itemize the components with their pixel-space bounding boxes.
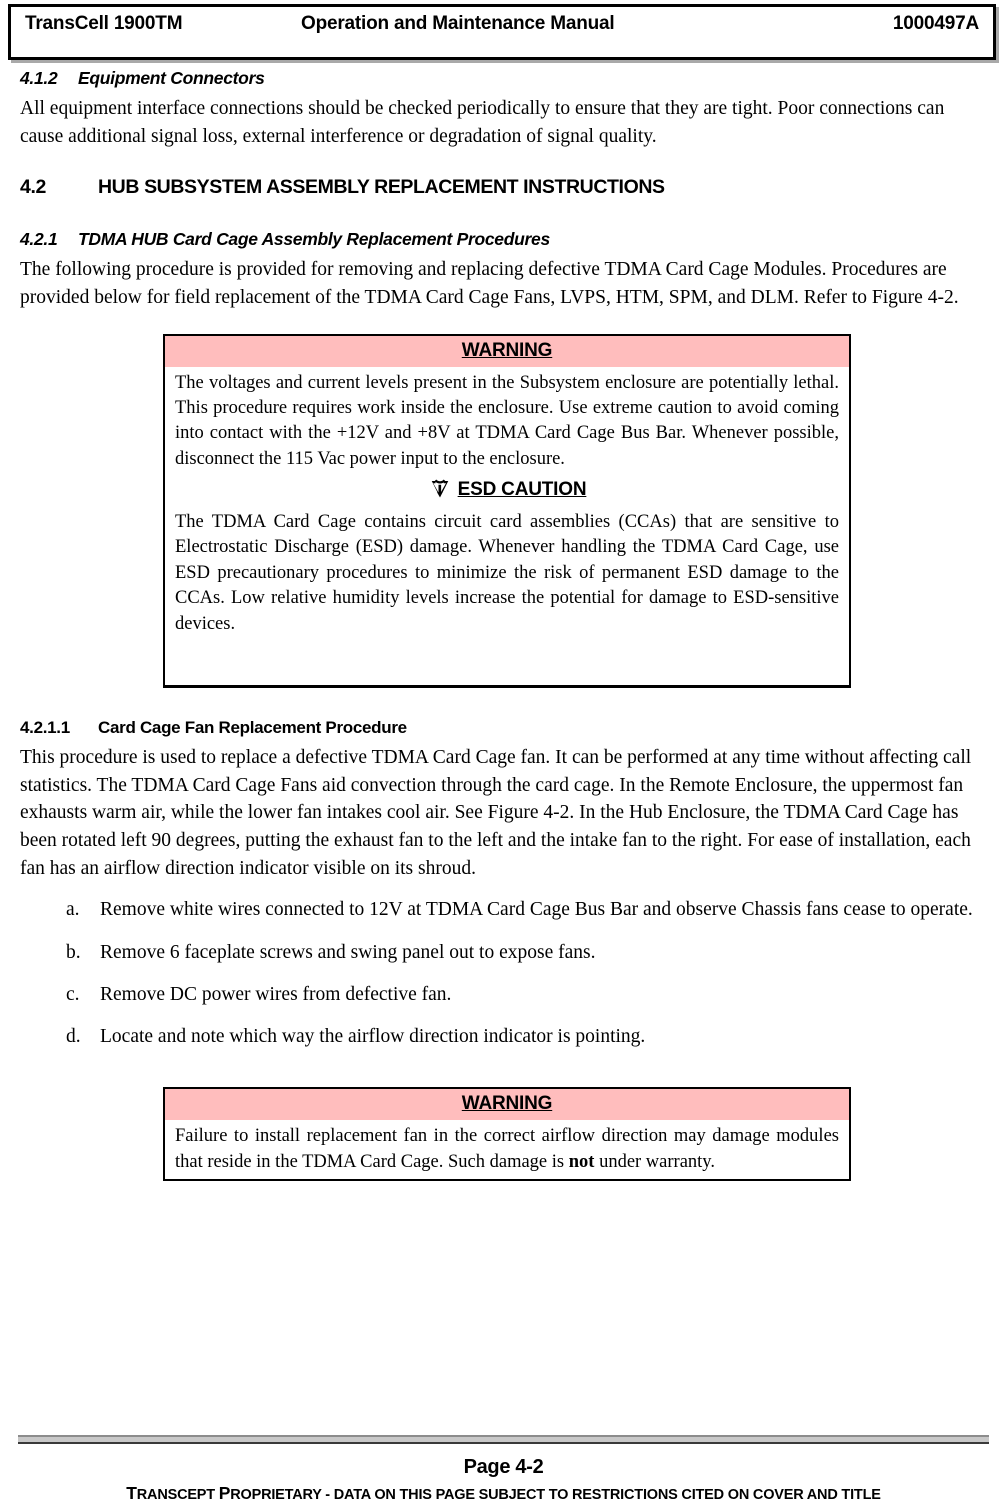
paragraph-4-1-2: All equipment interface connections should be checked periodically to ensure that they are tight. Poor connections can cause additional signal loss, external interference or degradation of signal quality. bbox=[20, 98, 945, 147]
list-item-text: Locate and note which way the airflow direction indicator is pointing. bbox=[100, 1026, 646, 1048]
header-document-number: 1000497A bbox=[892, 13, 979, 34]
heading-4-2-1-title: TDMA HUB Card Cage Assembly Replacement Procedures bbox=[78, 229, 550, 250]
heading-4-1-2-title: Equipment Connectors bbox=[78, 68, 265, 88]
warning-box-fan-airflow bbox=[163, 1087, 851, 1181]
heading-4-2-number: 4.2 bbox=[20, 176, 46, 199]
heading-4-2-title: HUB SUBSYSTEM ASSEMBLY REPLACEMENT INSTRUCTIONS bbox=[98, 176, 665, 199]
spacer bbox=[20, 882, 987, 896]
heading-4-2-1-1-number: 4.2.1.1 bbox=[20, 717, 70, 737]
notice-rest: ROPRIETARY - DATA ON THIS PAGE SUBJECT TO RESTRICTIONS CITED ON COVER AND TITLE bbox=[230, 1487, 881, 1503]
spacer bbox=[20, 688, 987, 718]
warning-label: WARNING bbox=[461, 1093, 553, 1115]
list-item-marker: b. bbox=[66, 941, 81, 963]
esd-caution-label: ESD CAUTION bbox=[457, 479, 587, 501]
esd-symbol-icon bbox=[428, 478, 452, 502]
list-item-text: Remove 6 faceplate screws and swing panel out to expose fans. bbox=[100, 941, 596, 963]
list-item-marker: a. bbox=[66, 899, 80, 921]
list-item-text: Remove DC power wires from defective fan. bbox=[100, 983, 452, 1005]
page-header bbox=[8, 4, 996, 60]
page-number: Page 4-2 bbox=[463, 1456, 544, 1478]
footer-divider bbox=[18, 1435, 989, 1444]
list-item-marker: c. bbox=[66, 983, 80, 1005]
procedure-step-list bbox=[58, 896, 987, 1050]
warning-box-voltage bbox=[163, 334, 851, 688]
header-manual-title: Operation and Maintenance Manual bbox=[301, 13, 615, 34]
heading-4-2 bbox=[20, 176, 987, 199]
heading-4-2-1-number: 4.2.1 bbox=[20, 229, 58, 250]
warning-box-2-title bbox=[165, 1089, 849, 1120]
warning-box-body: The voltages and current levels present in the Subsystem enclosure are potentially lethal. This procedure requires work inside the enclosure. Use extreme caution to avoid coming into contact with the +12V and +8V at TDMA Card Cage Bus Bar. Whenever possible, disconnect the 115 Vac power input to the enclosure. bbox=[175, 372, 839, 469]
spacer bbox=[20, 199, 987, 229]
paragraph-4-2-1: The following procedure is provided for removing and replacing defective TDMA Card Cage Modules. Procedures are provided below for field replacement of the TDMA Card Cage Fans, LVPS, HTM, SPM, and DLM. Refer to Figure 4-2. bbox=[20, 259, 959, 309]
list-item bbox=[58, 939, 987, 966]
notice-transcept: RANSCEPT bbox=[136, 1487, 219, 1503]
heading-4-2-1-1 bbox=[20, 718, 987, 738]
heading-4-1-2-number: 4.1.2 bbox=[20, 68, 58, 88]
warning-box-filler bbox=[165, 641, 849, 685]
page-footer bbox=[18, 1435, 989, 1504]
warning-label: WARNING bbox=[461, 339, 553, 361]
warning-body-text-1: Failure to install replacement fan in the correct airflow direction may damage modules that reside in the TDMA Card Cage. Such damage is bbox=[175, 1126, 839, 1172]
paragraph-4-2-1-1: This procedure is used to replace a defective TDMA Card Cage fan. It can be performed at any time without affecting call statistics. The TDMA Card Cage Fans aid convection through the card cage. In the Remote Enclosure, the uppermost fan exhausts warm air, while the lower fan intakes cool air. See Figure 4-2. In the Hub Enclosure, the TDMA Card Cage has been rotated left 90 degrees, putting the exhaust fan to the left and the intake fan to the right. For ease of installation, each fan has an airflow direction indicator visible on its shroud. bbox=[20, 746, 972, 879]
notice-cap-t: T bbox=[126, 1483, 137, 1503]
esd-caution-title bbox=[165, 476, 849, 506]
list-item-marker: d. bbox=[66, 1026, 81, 1048]
warning-box-title bbox=[165, 336, 849, 367]
warning-body-emphasis: not bbox=[568, 1151, 595, 1172]
list-item bbox=[58, 1023, 987, 1050]
proprietary-notice bbox=[18, 1483, 989, 1504]
list-item bbox=[58, 981, 987, 1008]
page-content bbox=[20, 68, 987, 1181]
heading-4-2-1-1-title: Card Cage Fan Replacement Procedure bbox=[98, 717, 407, 737]
header-row bbox=[11, 9, 993, 39]
list-item-text: Remove white wires connected to 12V at TDMA Card Cage Bus Bar and observe Chassis fans cease to operate. bbox=[100, 899, 973, 921]
spacer bbox=[20, 312, 987, 334]
warning-box-2-body bbox=[165, 1120, 849, 1179]
esd-caution-body: The TDMA Card Cage contains circuit card assemblies (CCAs) that are sensitive to Electrostatic Discharge (ESD) damage. Whenever handling the TDMA Card Cage, use ESD precautionary procedures to minimize the risk of permanent ESD damage to the CCAs. Low relative humidity levels increase the potential for damage to ESD-sensitive devices. bbox=[175, 512, 839, 634]
heading-4-1-2 bbox=[20, 68, 987, 89]
header-product-name: TransCell 1900TM bbox=[25, 13, 183, 34]
spacer bbox=[20, 1065, 987, 1087]
notice-cap-p: P bbox=[218, 1483, 231, 1503]
list-item bbox=[58, 896, 987, 923]
heading-4-2-1 bbox=[20, 229, 987, 250]
warning-body-text-2: under warranty. bbox=[594, 1151, 715, 1172]
